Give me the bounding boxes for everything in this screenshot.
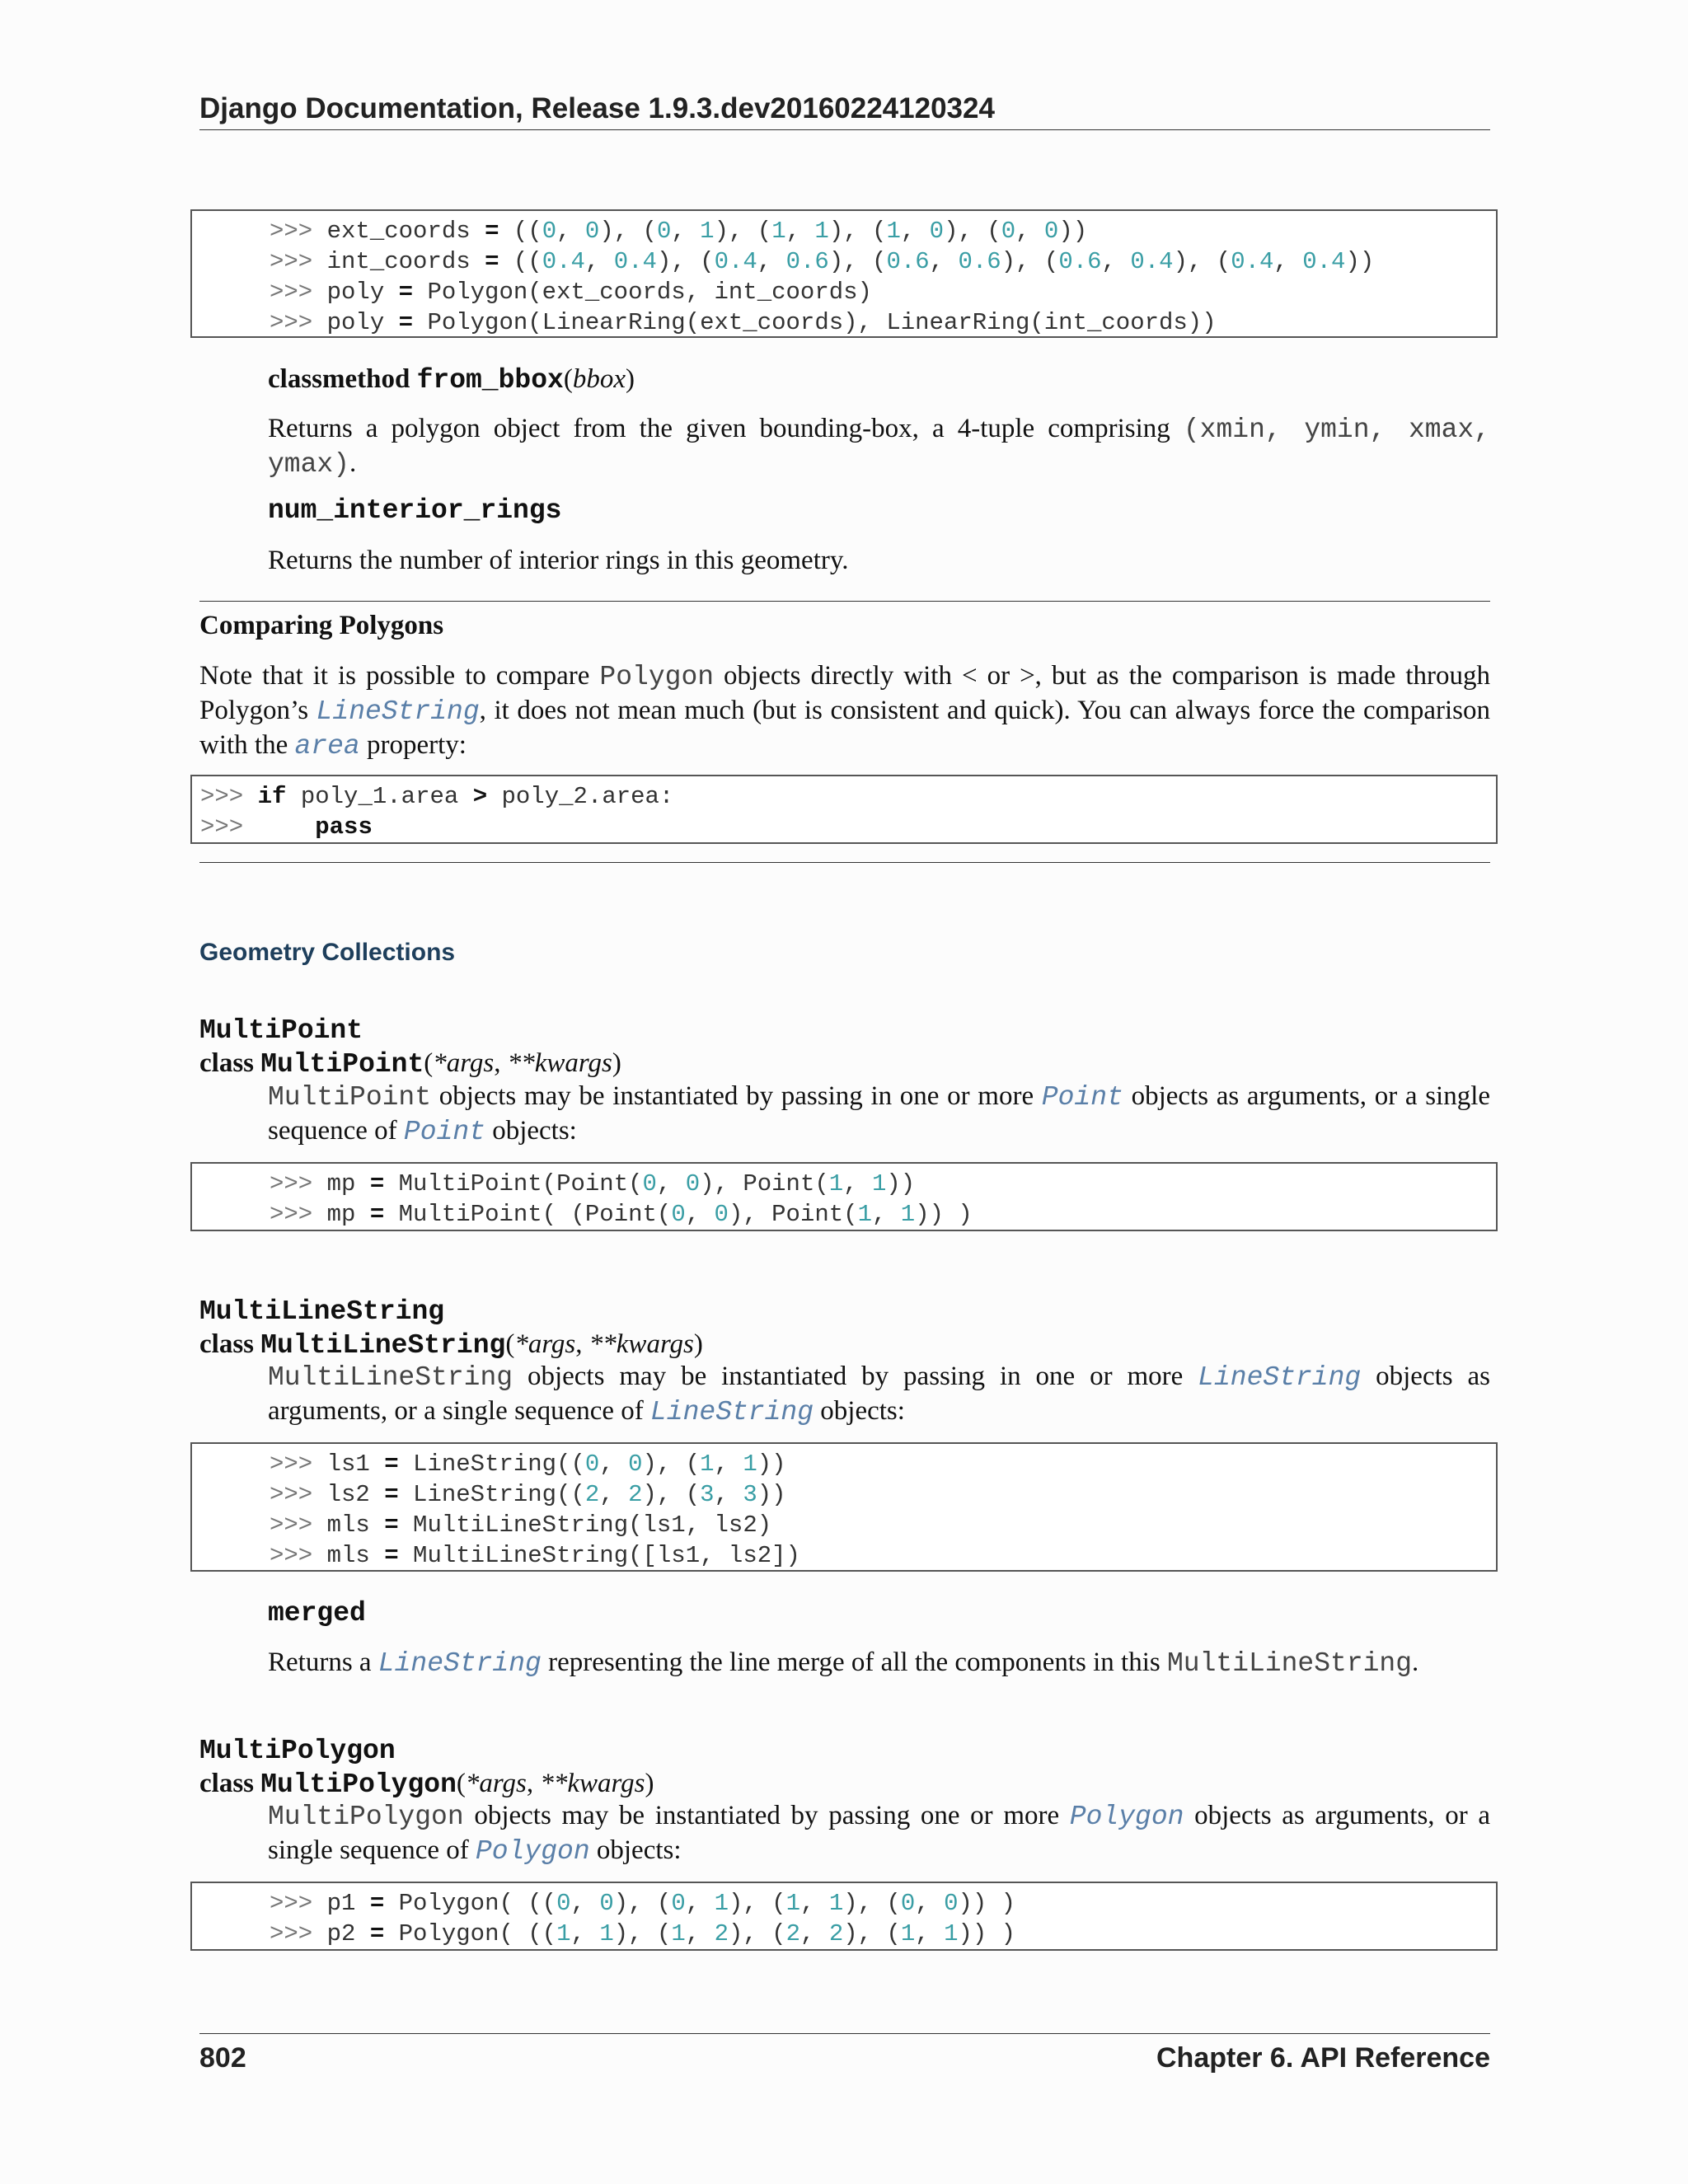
- merged-description: [268, 1646, 1490, 1680]
- code-number: 0.6: [1058, 248, 1102, 275]
- code-number: 0.4: [1130, 248, 1174, 275]
- code-text: ), Point(: [700, 1170, 829, 1197]
- code-block-multipoint: [190, 1162, 1498, 1231]
- code-text: ,: [915, 1920, 945, 1947]
- code-prompt: >>>: [270, 1170, 327, 1197]
- code-text: Polygon( ((: [384, 1890, 557, 1917]
- class-signature-multipolygon: class MultiPolygon(*args, **kwargs): [199, 1769, 654, 1800]
- code-prompt: >>>: [270, 248, 327, 275]
- code-prompt: >>>: [270, 1481, 327, 1508]
- param-args: *args: [433, 1048, 495, 1078]
- code-number: 2: [785, 1920, 800, 1947]
- code-text: Polygon( ((: [384, 1920, 557, 1947]
- code-text: )) ): [958, 1890, 1016, 1917]
- code-number: 0: [671, 1201, 686, 1228]
- desc-code: (xmin, ymin, xmax, ymax): [268, 415, 1490, 480]
- method-signature-from-bbox: [268, 363, 1490, 397]
- code-text: ,: [570, 1920, 600, 1947]
- code-number: 3: [743, 1481, 757, 1508]
- code-text: ), (: [828, 218, 887, 245]
- code-text: )) ): [958, 1920, 1016, 1947]
- code-text: ), Point(: [728, 1201, 858, 1228]
- code-text: ,: [556, 218, 585, 245]
- heading-multilinestring: MultiLineString: [199, 1296, 445, 1327]
- text: objects as arguments, or a single sequence of: [268, 1801, 1491, 1865]
- classmethod-keyword: classmethod: [268, 364, 410, 394]
- code-line: [270, 246, 1496, 277]
- desc-text: Returns a polygon object from the given bounding-box, a 4-tuple comprising: [268, 414, 1170, 443]
- code-text: ,: [656, 1170, 686, 1197]
- code-number: 1: [814, 218, 829, 245]
- code-number: 0.4: [613, 248, 657, 275]
- code-number: 0.4: [542, 248, 585, 275]
- code-text: ), (: [944, 218, 1001, 245]
- code-number: 0: [642, 1170, 657, 1197]
- code-text: ,: [843, 1170, 872, 1197]
- code-number: 0: [671, 1890, 686, 1917]
- code-number: 1: [900, 1201, 916, 1228]
- code-number: 0.4: [1231, 248, 1274, 275]
- code-text: )): [1058, 218, 1088, 245]
- attribute-num-interior-rings: num_interior_rings: [268, 495, 562, 526]
- code-text: ls2: [326, 1481, 385, 1508]
- link-linestring[interactable]: LineString: [650, 1397, 814, 1427]
- code-text: mls: [326, 1511, 385, 1539]
- param-kwargs: **kwargs: [540, 1769, 645, 1798]
- code-text: ), (: [1173, 248, 1231, 275]
- code-line: [200, 781, 1496, 812]
- code-text: ), (: [728, 1920, 786, 1947]
- code-text: mp: [326, 1201, 370, 1228]
- code-keyword: =: [369, 1920, 385, 1947]
- section-title-geometry-collections: Geometry Collections: [199, 939, 456, 966]
- num-interior-rings-description: Returns the number of interior rings in this geometry.: [268, 546, 849, 575]
- desc-period: .: [349, 448, 357, 478]
- code-block-multipolygon: [190, 1882, 1498, 1951]
- multipoint-description: [268, 1080, 1490, 1149]
- code-number: 1: [743, 1451, 757, 1478]
- code-text: ), (: [599, 218, 657, 245]
- code-number: 3: [700, 1481, 715, 1508]
- code-prompt: >>>: [270, 1451, 327, 1478]
- code-text: poly: [326, 309, 399, 336]
- code-prompt: >>>: [270, 218, 327, 245]
- from-bbox-description: [268, 412, 1490, 481]
- code-text: LineString((: [398, 1451, 585, 1478]
- code-keyword: =: [485, 248, 499, 275]
- code-line: [270, 1199, 1496, 1230]
- code-text: LineString((: [398, 1481, 585, 1508]
- link-polygon[interactable]: Polygon: [476, 1836, 590, 1867]
- code-text: ((: [499, 248, 542, 275]
- class-name-multipoint: MultiPoint: [260, 1049, 424, 1080]
- code-text: ,: [685, 1890, 715, 1917]
- code-prompt: >>>: [270, 1542, 327, 1569]
- code-keyword: =: [398, 279, 414, 306]
- code-keyword: >: [472, 783, 488, 810]
- code-number: 0.6: [785, 248, 829, 275]
- code-text: ,: [685, 1201, 715, 1228]
- code-number: 1: [828, 1170, 844, 1197]
- code-number: 0: [556, 1890, 571, 1917]
- class-signature-multilinestring: class MultiLineString(*args, **kwargs): [199, 1329, 703, 1361]
- code-keyword: =: [369, 1201, 385, 1228]
- code-line: [270, 307, 1496, 338]
- code-text: ,: [599, 1481, 629, 1508]
- code-block-polygon: [190, 209, 1498, 338]
- code-number: 0: [628, 1451, 643, 1478]
- code-number: 0: [599, 1890, 614, 1917]
- code-line: [270, 1449, 1496, 1479]
- text: Returns a: [268, 1647, 372, 1677]
- text: Note that it is possible to compare: [199, 661, 590, 691]
- code-number: 0: [656, 218, 672, 245]
- inline-code-polygon: Polygon: [599, 662, 715, 692]
- code-text: ((: [499, 218, 542, 245]
- code-number: 1: [828, 1890, 844, 1917]
- code-prompt: >>>: [270, 1201, 327, 1228]
- code-text: ), (: [843, 1920, 901, 1947]
- code-text: ,: [685, 1920, 715, 1947]
- code-line: [200, 812, 1496, 842]
- code-text: )): [886, 1170, 916, 1197]
- code-number: 0.4: [1302, 248, 1346, 275]
- text: objects as arguments, or a single sequence of: [268, 1081, 1491, 1146]
- code-text: ), (: [613, 1890, 672, 1917]
- code-block-multilinestring: [190, 1442, 1498, 1572]
- separator: ,: [526, 1769, 541, 1798]
- code-text: ,: [929, 248, 959, 275]
- code-number: 1: [556, 1920, 571, 1947]
- code-number: 1: [900, 1920, 916, 1947]
- code-text: ext_coords: [326, 218, 485, 245]
- link-linestring[interactable]: LineString: [316, 696, 480, 727]
- code-number: 0: [900, 1890, 916, 1917]
- header-rule: [199, 129, 1490, 130]
- code-prompt: >>>: [270, 1920, 327, 1947]
- code-text: ,: [599, 1451, 629, 1478]
- inline-code: MultiLineString: [1166, 1648, 1413, 1679]
- class-name-multipolygon: MultiPolygon: [260, 1769, 457, 1800]
- code-number: 0: [542, 218, 557, 245]
- text: .: [1412, 1647, 1419, 1677]
- code-text: MultiLineString(ls1, ls2): [398, 1511, 772, 1539]
- topic-rule-top: [199, 601, 1490, 602]
- code-text: mp: [326, 1170, 370, 1197]
- code-keyword: =: [384, 1511, 399, 1539]
- code-line: [270, 1510, 1496, 1540]
- text: objects:: [596, 1835, 682, 1865]
- code-text: ), (: [642, 1481, 701, 1508]
- code-number: 0: [929, 218, 945, 245]
- paren-open: (: [563, 364, 573, 394]
- code-text: MultiPoint( (Point(: [384, 1201, 672, 1228]
- text: objects:: [492, 1116, 577, 1146]
- inline-code: MultiPoint: [268, 1082, 432, 1113]
- code-text: ,: [785, 218, 815, 245]
- code-text: )): [757, 1451, 786, 1478]
- code-number: 1: [872, 1170, 887, 1197]
- param-args: *args: [465, 1769, 527, 1798]
- code-number: 0.6: [958, 248, 1001, 275]
- code-line: [270, 1479, 1496, 1510]
- code-line: [270, 1540, 1496, 1571]
- code-text: ), (: [714, 218, 772, 245]
- code-number: 0: [1043, 218, 1059, 245]
- code-text: ), (: [613, 1920, 672, 1947]
- code-text: ), (: [656, 248, 715, 275]
- code-keyword: =: [384, 1481, 399, 1508]
- heading-multipolygon: MultiPolygon: [199, 1736, 396, 1766]
- text: objects may be instantiated by passing one or more: [474, 1801, 1060, 1830]
- code-number: 0: [584, 218, 600, 245]
- param-args: *args: [514, 1329, 576, 1359]
- code-text: ,: [915, 1890, 945, 1917]
- link-linestring[interactable]: LineString: [377, 1648, 542, 1679]
- code-number: 0.4: [714, 248, 757, 275]
- code-text: ,: [800, 1920, 829, 1947]
- code-keyword: =: [384, 1451, 399, 1478]
- code-text: poly_2.area:: [487, 783, 674, 810]
- code-prompt: >>>: [270, 1890, 327, 1917]
- code-keyword: if: [257, 783, 287, 810]
- topic-rule-bottom: [199, 862, 1490, 863]
- code-keyword: =: [369, 1890, 385, 1917]
- link-point[interactable]: Point: [1041, 1082, 1123, 1113]
- code-number: 1: [714, 1890, 729, 1917]
- code-text: int_coords: [326, 248, 485, 275]
- param-bbox: bbox: [572, 364, 626, 394]
- code-number: 2: [828, 1920, 844, 1947]
- text: objects may be instantiated by passing in one or more: [438, 1081, 1034, 1111]
- code-text: Polygon(ext_coords, int_coords): [413, 279, 872, 306]
- class-keyword: class: [199, 1329, 254, 1359]
- code-text: ), (: [843, 1890, 901, 1917]
- code-text: ,: [1015, 218, 1044, 245]
- code-keyword: =: [398, 309, 414, 336]
- code-number: 0: [714, 1201, 729, 1228]
- code-text: ), (: [828, 248, 887, 275]
- topic-title-comparing-polygons: Comparing Polygons: [199, 611, 444, 640]
- code-text: ls1: [326, 1451, 385, 1478]
- code-keyword: pass: [315, 813, 373, 841]
- code-number: 0: [685, 1170, 701, 1197]
- code-text: ,: [871, 1201, 901, 1228]
- code-number: 1: [771, 218, 786, 245]
- code-text: Polygon(LinearRing(ext_coords), LinearRing(int_coords)): [413, 309, 1217, 336]
- code-number: 1: [857, 1201, 872, 1228]
- code-number: 1: [700, 1451, 715, 1478]
- code-prompt: >>>: [200, 813, 316, 841]
- code-text: ,: [1273, 248, 1303, 275]
- text: objects directly with < or >, but as the comparison is made through Polygon’s: [199, 661, 1490, 725]
- link-linestring[interactable]: LineString: [1198, 1362, 1362, 1393]
- code-text: )): [1345, 248, 1375, 275]
- attribute-merged: merged: [268, 1598, 366, 1629]
- code-text: ,: [584, 248, 614, 275]
- separator: ,: [494, 1048, 508, 1078]
- code-keyword: =: [485, 218, 499, 245]
- code-text: )) ): [915, 1201, 973, 1228]
- code-line: [270, 1919, 1496, 1949]
- code-number: 2: [714, 1920, 729, 1947]
- code-keyword: =: [384, 1542, 399, 1569]
- code-text: MultiPoint(Point(: [384, 1170, 643, 1197]
- code-text: ,: [900, 218, 930, 245]
- separator: ,: [575, 1329, 589, 1359]
- class-name-multilinestring: MultiLineString: [260, 1330, 506, 1361]
- code-text: p2: [326, 1920, 370, 1947]
- code-keyword: =: [369, 1170, 385, 1197]
- code-number: 2: [584, 1481, 600, 1508]
- code-text: ,: [1101, 248, 1131, 275]
- code-number: 1: [599, 1920, 614, 1947]
- code-text: MultiLineString([ls1, ls2]): [398, 1542, 800, 1569]
- code-line: [270, 277, 1496, 307]
- code-number: 1: [671, 1920, 686, 1947]
- text: , it does not mean much (but is consistent and quick). You can always force the comparison with the: [199, 696, 1490, 760]
- page-number: 802: [199, 2042, 246, 2074]
- code-line: [270, 1169, 1496, 1199]
- chapter-title: Chapter 6. API Reference: [1156, 2042, 1490, 2074]
- code-text: ,: [757, 248, 786, 275]
- code-text: ,: [714, 1481, 743, 1508]
- code-text: poly_1.area: [286, 783, 473, 810]
- link-area[interactable]: area: [294, 731, 360, 762]
- footer-rule: [199, 2033, 1490, 2034]
- code-number: 2: [628, 1481, 643, 1508]
- code-block-compare: [190, 775, 1498, 844]
- text: property:: [366, 730, 467, 760]
- inline-code: MultiLineString: [268, 1362, 513, 1393]
- text: objects as arguments, or a single sequence of: [268, 1361, 1491, 1426]
- code-number: 1: [944, 1920, 959, 1947]
- param-kwargs: **kwargs: [588, 1329, 694, 1359]
- code-line: [270, 216, 1496, 246]
- code-text: p1: [326, 1890, 370, 1917]
- link-polygon[interactable]: Polygon: [1069, 1802, 1184, 1832]
- code-prompt: >>>: [270, 1511, 327, 1539]
- class-keyword: class: [199, 1048, 254, 1078]
- code-number: 0: [1001, 218, 1016, 245]
- code-number: 0: [584, 1451, 600, 1478]
- code-text: ), (: [642, 1451, 701, 1478]
- code-number: 1: [886, 218, 901, 245]
- code-number: 1: [700, 218, 715, 245]
- code-text: ,: [570, 1890, 600, 1917]
- param-kwargs: **kwargs: [507, 1048, 612, 1078]
- page-header-title: Django Documentation, Release 1.9.3.dev20160224120324: [199, 92, 995, 124]
- paren-close: ): [625, 364, 635, 394]
- code-prompt: >>>: [270, 309, 327, 336]
- link-point[interactable]: Point: [403, 1117, 485, 1147]
- multipolygon-description: [268, 1799, 1490, 1868]
- code-text: ,: [714, 1451, 743, 1478]
- text: representing the line merge of all the components in this: [548, 1647, 1160, 1677]
- code-text: poly: [326, 279, 399, 306]
- text: objects may be instantiated by passing in one or more: [527, 1361, 1184, 1391]
- code-line: [270, 1888, 1496, 1919]
- code-number: 0.6: [886, 248, 930, 275]
- code-text: )): [757, 1481, 786, 1508]
- class-signature-multipoint: class MultiPoint(*args, **kwargs): [199, 1048, 621, 1080]
- code-text: ), (: [728, 1890, 786, 1917]
- code-number: 1: [785, 1890, 800, 1917]
- code-text: mls: [326, 1542, 385, 1569]
- heading-multipoint: MultiPoint: [199, 1015, 363, 1046]
- code-number: 0: [944, 1890, 959, 1917]
- inline-code: MultiPolygon: [268, 1802, 464, 1832]
- comparing-paragraph: [199, 659, 1490, 763]
- method-name-from-bbox: from_bbox: [416, 365, 564, 396]
- text: objects:: [820, 1396, 905, 1426]
- code-text: ,: [671, 218, 701, 245]
- multilinestring-description: [268, 1360, 1490, 1429]
- code-prompt: >>>: [200, 783, 258, 810]
- code-text: ), (: [1001, 248, 1059, 275]
- code-prompt: >>>: [270, 279, 327, 306]
- code-text: ,: [800, 1890, 829, 1917]
- class-keyword: class: [199, 1769, 254, 1798]
